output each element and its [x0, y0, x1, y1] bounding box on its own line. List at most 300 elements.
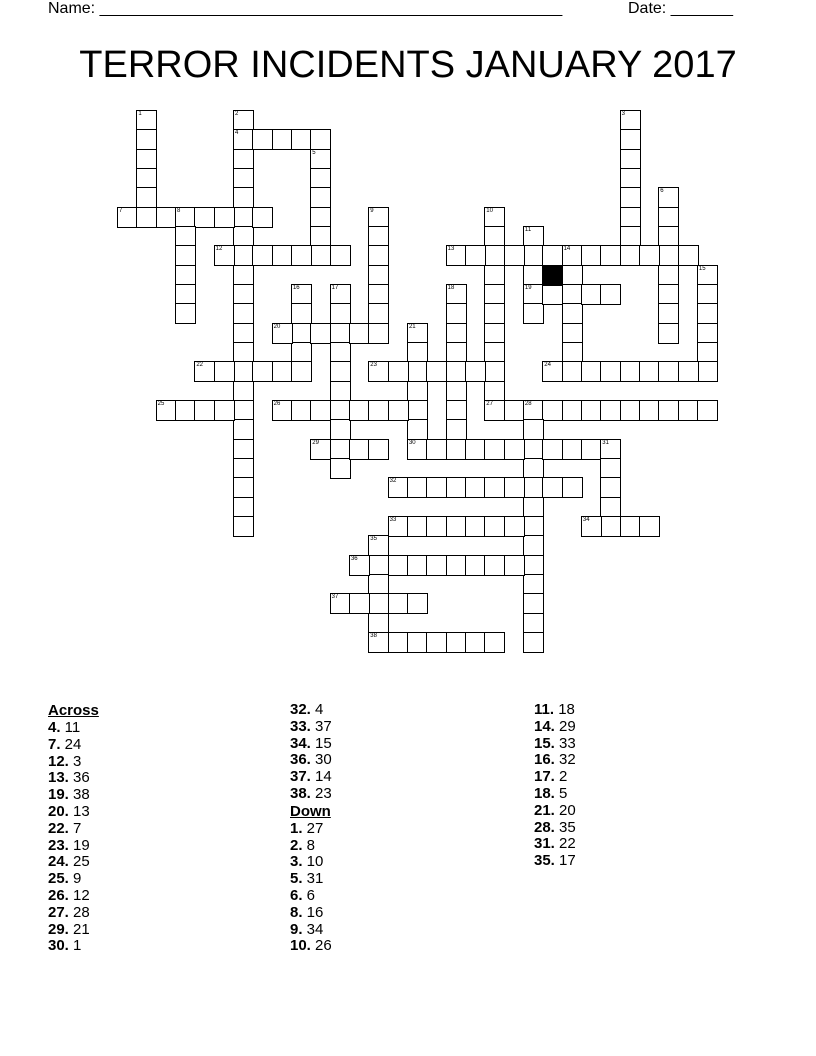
grid-cell[interactable] [252, 207, 273, 228]
across-clue [48, 821, 99, 838]
grid-cell[interactable] [504, 516, 525, 537]
grid-cell[interactable] [465, 632, 486, 653]
grid-cell[interactable] [658, 361, 679, 382]
grid-cell[interactable] [562, 361, 583, 382]
clue-number: 25 [157, 400, 165, 407]
grid-cell[interactable] [272, 361, 293, 382]
grid-cell[interactable] [407, 419, 428, 440]
across-clue [290, 719, 332, 736]
grid-cell[interactable] [388, 361, 409, 382]
grid-cell[interactable] [330, 245, 351, 266]
grid-cell[interactable] [426, 632, 447, 653]
grid-cell[interactable] [484, 400, 505, 421]
grid-cell[interactable] [291, 284, 312, 305]
grid-cell[interactable] [388, 477, 409, 498]
grid-cell[interactable] [639, 516, 660, 537]
grid-cell[interactable] [233, 400, 254, 421]
clue-number: 37 [331, 594, 339, 601]
clue-text: 37 [310, 717, 332, 735]
clue-number: 4. [48, 719, 61, 736]
grid-cell[interactable] [368, 439, 389, 460]
grid-cell[interactable] [233, 419, 254, 440]
grid-cell[interactable] [600, 284, 621, 305]
grid-cell[interactable] [504, 439, 525, 460]
grid-cell[interactable] [233, 381, 254, 402]
grid-cell[interactable] [465, 245, 486, 266]
grid-cell[interactable] [523, 497, 544, 518]
grid-cell[interactable] [484, 265, 505, 286]
across-clue [48, 938, 99, 955]
clue-text: 31 [302, 870, 324, 888]
grid-cell[interactable] [658, 323, 679, 344]
grid-cell[interactable] [446, 400, 467, 421]
grid-cell[interactable] [407, 555, 428, 576]
grid-cell[interactable] [465, 555, 486, 576]
grid-cell[interactable] [446, 381, 467, 402]
grid-cell[interactable] [620, 516, 641, 537]
grid-cell[interactable] [523, 458, 544, 479]
grid-cell[interactable] [542, 400, 563, 421]
grid-cell[interactable] [581, 284, 602, 305]
grid-cell[interactable] [620, 168, 641, 189]
grid-cell[interactable] [175, 245, 196, 266]
grid-cell[interactable] [407, 323, 428, 344]
grid-cell[interactable] [523, 226, 544, 247]
grid-cell[interactable] [581, 245, 602, 266]
grid-cell[interactable] [194, 361, 215, 382]
grid-cell[interactable] [388, 555, 409, 576]
grid-cell[interactable] [175, 400, 196, 421]
grid-cell[interactable] [291, 245, 312, 266]
grid-cell[interactable] [310, 168, 331, 189]
grid-cell[interactable] [233, 168, 254, 189]
clue-number: 3. [290, 853, 303, 871]
grid-cell[interactable] [310, 226, 331, 247]
grid-cell[interactable] [330, 400, 351, 421]
grid-cell[interactable] [330, 458, 351, 479]
grid-cell[interactable] [523, 477, 544, 498]
clue-text: 3 [68, 752, 82, 770]
grid-cell[interactable] [523, 555, 544, 576]
clue-number: 21. [534, 801, 555, 819]
grid-cell[interactable] [562, 342, 583, 363]
grid-cell[interactable] [562, 245, 583, 266]
grid-cell[interactable] [697, 284, 718, 305]
grid-cell[interactable] [368, 303, 389, 324]
grid-cell[interactable] [330, 593, 351, 614]
grid-cell[interactable] [562, 323, 583, 344]
grid-cell[interactable] [426, 361, 447, 382]
grid-cell[interactable] [484, 245, 505, 266]
grid-cell[interactable] [523, 419, 544, 440]
grid-cell[interactable] [233, 284, 254, 305]
grid-cell[interactable] [194, 400, 215, 421]
grid-cell[interactable] [368, 207, 389, 228]
grid-cell[interactable] [388, 632, 409, 653]
grid-cell[interactable] [426, 555, 447, 576]
grid-cell[interactable] [658, 207, 679, 228]
grid-cell[interactable] [291, 342, 312, 363]
grid-cell[interactable] [407, 361, 428, 382]
grid-cell[interactable] [658, 245, 679, 266]
grid-cell[interactable] [388, 516, 409, 537]
grid-cell[interactable] [330, 361, 351, 382]
across-clue [290, 702, 332, 719]
grid-cell[interactable] [136, 110, 157, 131]
grid-cell[interactable] [407, 477, 428, 498]
clue-number: 1 [138, 111, 142, 117]
grid-cell[interactable] [446, 245, 467, 266]
grid-cell[interactable] [233, 149, 254, 170]
grid-cell[interactable] [523, 574, 544, 595]
grid-cell[interactable] [368, 265, 389, 286]
clue-text: 10 [302, 853, 324, 871]
grid-cell[interactable] [214, 207, 235, 228]
grid-cell[interactable] [523, 516, 544, 537]
grid-cell[interactable] [233, 342, 254, 363]
grid-cell[interactable] [330, 342, 351, 363]
grid-cell[interactable] [600, 458, 621, 479]
grid-cell[interactable] [446, 342, 467, 363]
grid-cell[interactable] [407, 593, 428, 614]
grid-cell[interactable] [484, 303, 505, 324]
clue-number: 32. [290, 701, 311, 718]
grid-cell[interactable] [542, 245, 563, 266]
grid-cell[interactable] [504, 400, 525, 421]
grid-cell[interactable] [658, 226, 679, 247]
grid-cell[interactable] [562, 284, 583, 305]
grid-cell[interactable] [620, 149, 641, 170]
down-clue [534, 803, 576, 820]
clue-number: 21 [408, 323, 416, 330]
grid-cell[interactable] [310, 400, 331, 421]
grid-cell[interactable] [117, 207, 138, 228]
grid-cell[interactable] [330, 284, 351, 305]
grid-cell[interactable] [581, 400, 602, 421]
grid-cell[interactable] [310, 187, 331, 208]
grid-cell[interactable] [272, 323, 293, 344]
grid-cell[interactable] [252, 245, 273, 266]
grid-cell[interactable] [310, 245, 331, 266]
grid-cell[interactable] [562, 303, 583, 324]
clue-number: 11. [534, 701, 555, 718]
grid-cell[interactable] [136, 149, 157, 170]
grid-cell[interactable] [562, 400, 583, 421]
grid-cell[interactable] [484, 555, 505, 576]
grid-cell[interactable] [620, 129, 641, 150]
grid-cell[interactable] [233, 361, 254, 382]
grid-cell[interactable] [233, 516, 254, 537]
grid-cell[interactable] [446, 477, 467, 498]
grid-cell[interactable] [252, 361, 273, 382]
grid-cell[interactable] [136, 129, 157, 150]
grid-cell[interactable] [600, 361, 621, 382]
down-clue [290, 871, 332, 888]
grid-cell[interactable] [388, 593, 409, 614]
grid-cell[interactable] [620, 245, 641, 266]
down-heading: Down [290, 802, 331, 820]
clue-number: 6. [290, 886, 303, 904]
grid-cell[interactable] [368, 593, 389, 614]
grid-cell[interactable] [484, 477, 505, 498]
grid-cell[interactable] [620, 400, 641, 421]
grid-cell[interactable] [484, 516, 505, 537]
grid-cell[interactable] [368, 361, 389, 382]
grid-cell[interactable] [504, 477, 525, 498]
grid-cell[interactable] [349, 439, 370, 460]
grid-cell[interactable] [620, 361, 641, 382]
grid-cell[interactable] [330, 303, 351, 324]
grid-cell[interactable] [600, 245, 621, 266]
grid-cell[interactable] [233, 497, 254, 518]
grid-cell[interactable] [233, 265, 254, 286]
clue-text: 9 [68, 870, 82, 888]
grid-cell[interactable] [504, 245, 525, 266]
grid-cell[interactable] [523, 245, 544, 266]
grid-cell[interactable] [446, 303, 467, 324]
clue-number: 23. [48, 836, 69, 854]
grid-cell[interactable] [368, 400, 389, 421]
grid-cell[interactable] [542, 477, 563, 498]
clue-number: 18. [534, 784, 555, 802]
grid-cell[interactable] [484, 323, 505, 344]
clue-text: 16 [302, 903, 324, 921]
grid-cell[interactable] [620, 226, 641, 247]
across-clue [290, 752, 332, 769]
grid-cell[interactable] [175, 265, 196, 286]
clue-number: 35 [370, 536, 377, 543]
grid-cell[interactable] [233, 439, 254, 460]
grid-cell[interactable] [446, 516, 467, 537]
grid-cell[interactable] [658, 303, 679, 324]
grid-cell[interactable] [233, 129, 254, 150]
grid-cell[interactable] [291, 400, 312, 421]
grid-cell[interactable] [233, 187, 254, 208]
grid-cell[interactable] [465, 439, 486, 460]
grid-cell[interactable] [368, 245, 389, 266]
grid-cell[interactable] [368, 323, 389, 344]
grid-cell[interactable] [407, 381, 428, 402]
grid-cell[interactable] [349, 555, 370, 576]
grid-cell[interactable] [678, 400, 699, 421]
grid-cell[interactable] [697, 400, 718, 421]
grid-cell[interactable] [272, 129, 293, 150]
grid-cell[interactable] [310, 129, 331, 150]
grid-cell[interactable] [697, 361, 718, 382]
grid-cell[interactable] [581, 439, 602, 460]
grid-cell[interactable] [407, 400, 428, 421]
grid-cell[interactable] [600, 497, 621, 518]
grid-cell[interactable] [562, 477, 583, 498]
down-clue [290, 938, 332, 955]
grid-cell[interactable] [639, 361, 660, 382]
grid-cell[interactable] [233, 207, 254, 228]
grid-cell[interactable] [349, 323, 370, 344]
grid-cell[interactable] [484, 381, 505, 402]
grid-cell[interactable] [368, 574, 389, 595]
grid-cell[interactable] [504, 555, 525, 576]
across-clue [48, 804, 99, 821]
grid-cell[interactable] [214, 400, 235, 421]
grid-cell[interactable] [542, 439, 563, 460]
grid-cell[interactable] [310, 149, 331, 170]
grid-cell[interactable] [252, 129, 273, 150]
grid-cell[interactable] [484, 361, 505, 382]
grid-cell[interactable] [600, 400, 621, 421]
grid-cell[interactable] [175, 226, 196, 247]
grid-cell[interactable] [349, 593, 370, 614]
grid-cell[interactable] [542, 284, 563, 305]
grid-cell[interactable] [136, 187, 157, 208]
grid-cell[interactable] [368, 613, 389, 634]
grid-cell[interactable] [600, 477, 621, 498]
grid-cell[interactable] [678, 361, 699, 382]
grid-cell[interactable] [426, 477, 447, 498]
grid-cell[interactable] [523, 613, 544, 634]
grid-cell[interactable] [233, 477, 254, 498]
grid-cell[interactable] [136, 207, 157, 228]
grid-cell[interactable] [330, 419, 351, 440]
grid-cell[interactable] [214, 245, 235, 266]
grid-cell[interactable] [697, 342, 718, 363]
grid-cell[interactable] [542, 361, 563, 382]
grid-cell[interactable] [214, 361, 235, 382]
grid-cell[interactable] [175, 303, 196, 324]
grid-cell[interactable] [484, 284, 505, 305]
grid-cell[interactable] [426, 439, 447, 460]
grid-cell[interactable] [639, 245, 660, 266]
across-clue [48, 905, 99, 922]
grid-cell[interactable] [600, 439, 621, 460]
grid-cell[interactable] [426, 516, 447, 537]
grid-cell[interactable] [233, 110, 254, 131]
down-clue [534, 702, 576, 719]
grid-cell[interactable] [194, 207, 215, 228]
across-clue [48, 854, 99, 871]
grid-cell[interactable] [368, 535, 389, 556]
grid-cell[interactable] [484, 207, 505, 228]
grid-cell[interactable] [446, 361, 467, 382]
grid-cell[interactable] [407, 516, 428, 537]
grid-cell[interactable] [465, 516, 486, 537]
grid-cell[interactable] [310, 207, 331, 228]
grid-cell[interactable] [446, 555, 467, 576]
grid-cell[interactable] [523, 535, 544, 556]
grid-cell[interactable] [272, 245, 293, 266]
grid-cell[interactable] [620, 187, 641, 208]
grid-cell[interactable] [562, 439, 583, 460]
grid-cell[interactable] [291, 361, 312, 382]
grid-cell[interactable] [678, 245, 699, 266]
grid-cell[interactable] [523, 632, 544, 653]
grid-cell[interactable] [368, 555, 389, 576]
grid-cell[interactable] [156, 400, 177, 421]
grid-cell[interactable] [446, 284, 467, 305]
grid-cell[interactable] [446, 323, 467, 344]
grid-cell[interactable] [233, 323, 254, 344]
grid-cell[interactable] [658, 284, 679, 305]
grid-cell[interactable] [658, 400, 679, 421]
grid-cell[interactable] [581, 516, 602, 537]
grid-cell[interactable] [310, 439, 331, 460]
grid-cell[interactable] [291, 129, 312, 150]
grid-cell[interactable] [156, 207, 177, 228]
clue-text: 36 [68, 769, 90, 787]
grid-cell[interactable] [523, 303, 544, 324]
grid-cell[interactable] [407, 342, 428, 363]
grid-cell[interactable] [233, 226, 254, 247]
grid-cell[interactable] [291, 323, 312, 344]
clue-number: 1. [290, 819, 303, 837]
grid-cell[interactable] [368, 226, 389, 247]
grid-cell[interactable] [446, 439, 467, 460]
grid-cell[interactable] [291, 303, 312, 324]
grid-cell[interactable] [136, 168, 157, 189]
grid-cell[interactable] [600, 516, 621, 537]
grid-cell[interactable] [484, 226, 505, 247]
clue-text: 30 [310, 751, 332, 769]
grid-cell[interactable] [523, 439, 544, 460]
grid-cell[interactable] [465, 361, 486, 382]
grid-cell[interactable] [484, 439, 505, 460]
grid-cell[interactable] [697, 265, 718, 286]
grid-cell[interactable] [523, 593, 544, 614]
grid-cell[interactable] [272, 400, 293, 421]
grid-cell[interactable] [175, 284, 196, 305]
grid-cell[interactable] [233, 458, 254, 479]
clue-number: 10. [290, 937, 311, 955]
grid-cell[interactable] [465, 477, 486, 498]
grid-cell[interactable] [368, 632, 389, 653]
clue-number: 18 [447, 284, 455, 291]
grid-cell[interactable] [658, 265, 679, 286]
grid-cell[interactable] [562, 265, 583, 286]
clue-column-3 [534, 702, 576, 870]
grid-cell[interactable] [658, 187, 679, 208]
grid-cell[interactable] [620, 110, 641, 131]
grid-cell[interactable] [330, 439, 351, 460]
grid-cell[interactable] [233, 303, 254, 324]
across-clue [48, 838, 99, 855]
grid-cell[interactable] [484, 342, 505, 363]
grid-cell[interactable] [620, 207, 641, 228]
grid-cell[interactable] [388, 400, 409, 421]
clue-text: 21 [68, 920, 90, 938]
grid-cell[interactable] [446, 632, 467, 653]
grid-cell[interactable] [523, 400, 544, 421]
grid-cell[interactable] [368, 284, 389, 305]
grid-cell[interactable] [581, 361, 602, 382]
grid-cell[interactable] [697, 303, 718, 324]
grid-cell[interactable] [639, 400, 660, 421]
across-clue [48, 888, 99, 905]
grid-cell[interactable] [523, 265, 544, 286]
clue-text: 23 [310, 784, 332, 802]
grid-cell[interactable] [446, 419, 467, 440]
grid-cell[interactable] [233, 245, 254, 266]
grid-cell[interactable] [330, 323, 351, 344]
grid-cell[interactable] [175, 207, 196, 228]
grid-cell[interactable] [330, 381, 351, 402]
clue-number: 5. [290, 870, 303, 888]
grid-cell[interactable] [407, 632, 428, 653]
grid-cell[interactable] [523, 284, 544, 305]
grid-cell[interactable] [484, 632, 505, 653]
grid-cell[interactable] [310, 323, 331, 344]
grid-cell[interactable] [697, 323, 718, 344]
grid-cell[interactable] [407, 439, 428, 460]
grid-cell[interactable] [349, 400, 370, 421]
